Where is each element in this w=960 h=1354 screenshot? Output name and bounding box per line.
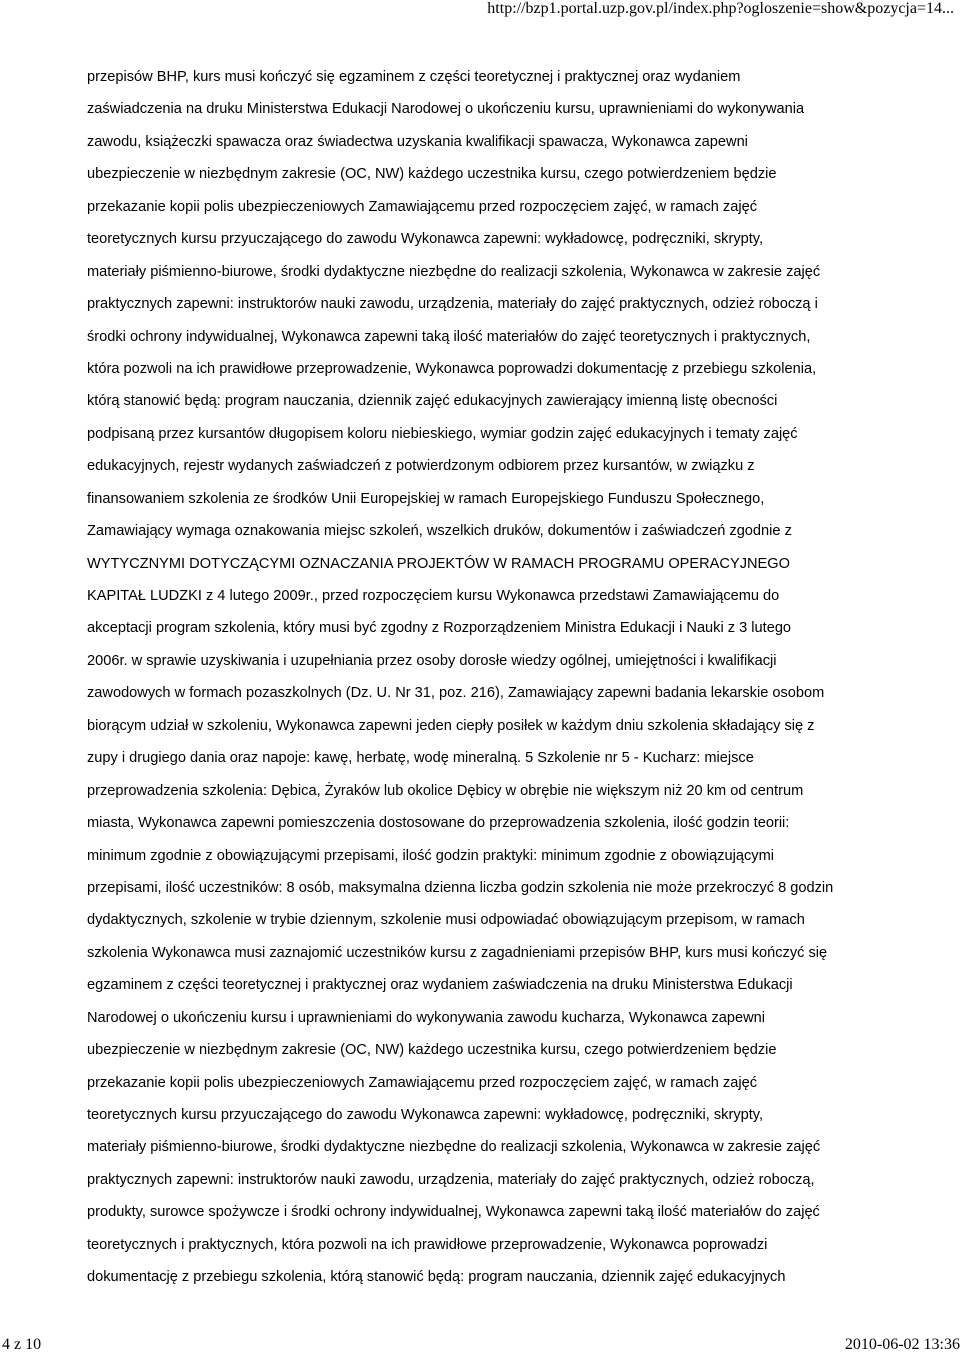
text-line: teoretycznych i praktycznych, która pozwoli na ich prawidłowe przeprowadzenie, Wykonawca poprowadzi xyxy=(87,1236,768,1253)
text-line: zaświadczenia na druku Ministerstwa Edukacji Narodowej o ukończeniu kursu, uprawnieniami do wykonywania xyxy=(87,101,805,118)
text-line: praktycznych zapewni: instruktorów nauki zawodu, urządzenia, materiały do zajęć praktycznych, odzież roboczą i xyxy=(87,296,818,313)
text-line: finansowaniem szkolenia ze środków Unii Europejskiej w ramach Europejskiego Funduszu Społecznego, xyxy=(87,490,765,507)
text-line: przeprowadzenia szkolenia: Dębica, Żyraków lub okolice Dębicy w obrębie nie większym niż 20 km od centrum xyxy=(87,782,804,799)
text-line: zupy i drugiego dania oraz napoje: kawę, herbatę, wodę mineralną. 5 Szkolenie nr 5 - Kucharz: miejsce xyxy=(87,750,754,767)
text-line: minimum zgodnie z obowiązującymi przepisami, ilość godzin praktyki: minimum zgodnie z obowiązującymi xyxy=(87,847,774,864)
text-line: KAPITAŁ LUDZKI z 4 lutego 2009r., przed rozpoczęciem kursu Wykonawca przedstawi Zamawiającemu do xyxy=(87,588,780,604)
text-line: materiały piśmienno-biurowe, środki dydaktyczne niezbędne do realizacji szkolenia, Wykonawca w zakresie zajęć xyxy=(87,1139,821,1156)
text-line: ubezpieczenie w niezbędnym zakresie (OC, NW) każdego uczestnika kursu, czego potwierdzeniem będzie xyxy=(87,1042,777,1059)
text-line: teoretycznych kursu przyuczającego do zawodu Wykonawca zapewni: wykładowcę, podręczniki, skrypty, xyxy=(87,231,764,248)
text-line: przekazanie kopii polis ubezpieczeniowych Zamawiającemu przed rozpoczęciem zajęć, w ramach zajęć xyxy=(87,198,757,215)
text-line: podpisaną przez kursantów długopisem koloru niebieskiego, wymiar godzin zajęć edukacyjnych i tematy zajęć xyxy=(87,425,798,442)
text-line: dokumentację z przebiegu szkolenia, którą stanowić będą: program nauczania, dziennik zajęć edukacyjnych xyxy=(87,1269,786,1286)
text-line: którą stanowić będą: program nauczania, dziennik zajęć edukacyjnych zawierający imienną listę obecności xyxy=(87,393,778,410)
text-line: Zamawiający wymaga oznakowania miejsc szkoleń, wszelkich druków, dokumentów i zaświadczeń zgodnie z xyxy=(87,523,792,540)
page-number: 4 z 10 xyxy=(2,1336,42,1353)
text-line: miasta, Wykonawca zapewni pomieszczenia dostosowane do przeprowadzenia szkolenia, ilość godzin teorii: xyxy=(87,815,790,832)
text-line: przepisami, ilość uczestników: 8 osób, maksymalna dzienna liczba godzin szkolenia nie może przekroczyć 8 godzin xyxy=(87,879,834,896)
text-line: produkty, surowce spożywcze i środki ochrony indywidualnej, Wykonawca zapewni taką ilość materiałów do zajęć xyxy=(87,1204,820,1221)
text-line: edukacyjnych, rejestr wydanych zaświadczeń z potwierdzonym odbiorem przez kursantów, w związku z xyxy=(87,458,755,475)
text-line: ubezpieczenie w niezbędnym zakresie (OC, NW) każdego uczestnika kursu, czego potwierdzeniem będzie xyxy=(87,166,777,183)
document-body xyxy=(87,61,902,1294)
text-line: dydaktycznych, szkolenie w trybie dziennym, szkolenie musi odpowiadać obowiązującym przepisom, w ramach xyxy=(87,912,805,929)
text-line: przekazanie kopii polis ubezpieczeniowych Zamawiającemu przed rozpoczęciem zajęć, w ramach zajęć xyxy=(87,1074,757,1091)
text-line: zawodowych w formach pozaszkolnych (Dz. U. Nr 31, poz. 216), Zamawiający zapewni badania lekarskie osobom xyxy=(87,685,825,702)
text-line: materiały piśmienno-biurowe, środki dydaktyczne niezbędne do realizacji szkolenia, Wykonawca w zakresie zajęć xyxy=(87,263,821,280)
text-line: akceptacji program szkolenia, który musi być zgodny z Rozporządzeniem Ministra Edukacji i Nauki z 3 lutego xyxy=(87,620,792,637)
text-line: przepisów BHP, kurs musi kończyć się egzaminem z części teoretycznej i praktycznej oraz wydaniem xyxy=(87,69,741,85)
text-line: zawodu, książeczki spawacza oraz świadectwa uzyskania kwalifikacji spawacza, Wykonawca zapewni xyxy=(87,133,748,150)
text-line: egzaminem z części teoretycznej i praktycznej oraz wydaniem zaświadczenia na druku Ministerstwa Edukacji xyxy=(87,977,793,994)
print-header-url: http://bzp1.portal.uzp.gov.pl/index.php?ogloszenie=show&pozycja=14... xyxy=(487,0,954,17)
text-line: 2006r. w sprawie uzyskiwania i uzupełniania przez osoby dorosłe wiedzy ogólnej, umiejętności i kwalifikacji xyxy=(87,652,777,669)
print-date: 2010-06-02 13:36 xyxy=(844,1336,960,1353)
text-line: szkolenia Wykonawca musi zaznajomić uczestników kursu z zagadnieniami przepisów BHP, kurs musi kończyć się xyxy=(87,944,828,961)
text-line: WYTYCZNYMI DOTYCZĄCYMI OZNACZANIA PROJEKTÓW W RAMACH PROGRAMU OPERACYJNEGO xyxy=(87,555,790,572)
text-line: Narodowej o ukończeniu kursu i uprawnieniami do wykonywania zawodu kucharza, Wykonawca zapewni xyxy=(87,1009,766,1026)
text-line: środki ochrony indywidualnej, Wykonawca zapewni taką ilość materiałów do zajęć teoretycznych i praktycznych, xyxy=(87,328,811,345)
text-line: praktycznych zapewni: instruktorów nauki zawodu, urządzenia, materiały do zajęć praktycznych, odzież roboczą, xyxy=(87,1171,815,1188)
text-line: biorącym udział w szkoleniu, Wykonawca zapewni jeden ciepły posiłek w każdym dniu szkolenia składający się z xyxy=(87,717,815,734)
text-line: teoretycznych kursu przyuczającego do zawodu Wykonawca zapewni: wykładowcę, podręczniki, skrypty, xyxy=(87,1107,764,1123)
text-line: która pozwoli na ich prawidłowe przeprowadzenie, Wykonawca poprowadzi dokumentację z przebiegu szkolenia, xyxy=(87,360,817,377)
